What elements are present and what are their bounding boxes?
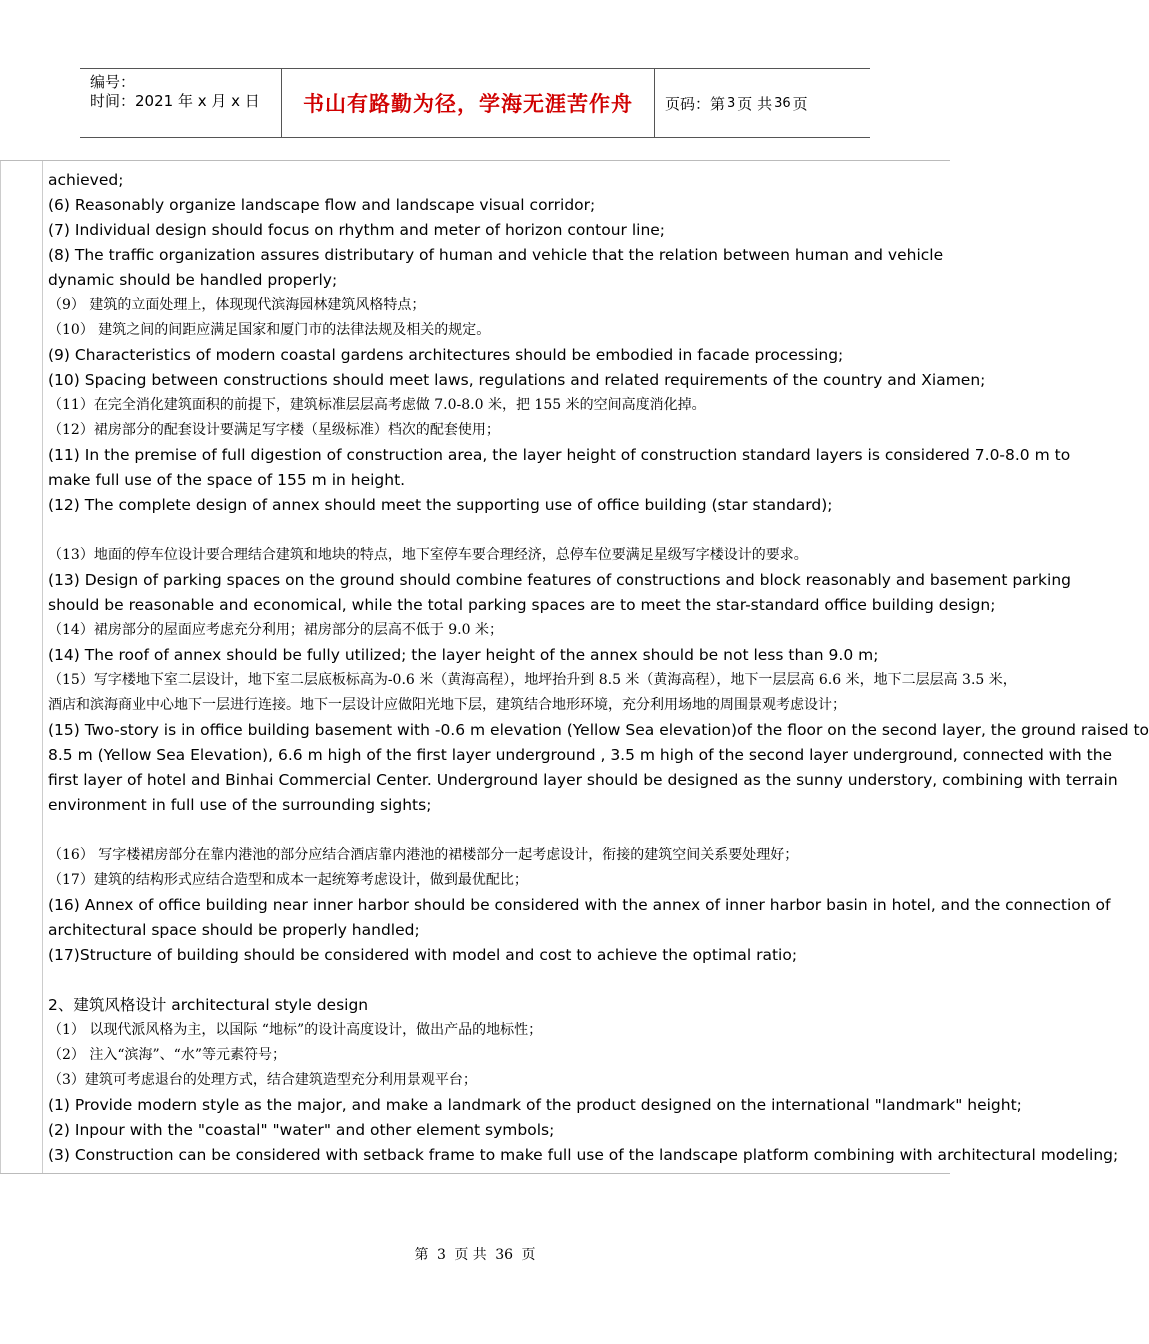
header-meta bbox=[80, 69, 281, 137]
text-line: (14) The roof of annex should be fully utilized; the layer height of the annex should be not less than 9.0 m; bbox=[48, 646, 879, 664]
document-date-label: 时间：2021 年 x 月 x 日 bbox=[90, 92, 260, 110]
footer-page-total: 36 bbox=[495, 1247, 514, 1263]
text-line: （10） 建筑之间的间距应满足国家和厦门市的法律法规及相关的规定。 bbox=[48, 322, 491, 338]
text-line: (3) Construction can be considered with setback frame to make full use of the landscape platform combining with architectural modeling; bbox=[48, 1146, 1119, 1164]
text-line: first layer of hotel and Binhai Commercial Center. Underground layer should be designed as the sunny understory, combining with terrain bbox=[48, 771, 1118, 789]
header-motto: 书山有路勤为径，学海无涯苦作舟 bbox=[281, 69, 655, 137]
text-line: （11）在完全消化建筑面积的前提下，建筑标准层层高考虑做 7.0-8.0 米，把 155 米的空间高度消化掉。 bbox=[48, 397, 706, 413]
footer-suffix: 页 bbox=[521, 1247, 536, 1263]
blank-line bbox=[48, 968, 950, 993]
text-line: (2) Inpour with the "coastal" "water" and other element symbols; bbox=[48, 1121, 555, 1139]
header-page-info bbox=[655, 69, 870, 137]
page-footer bbox=[0, 1244, 950, 1264]
text-line: (16) Annex of office building near inner harbor should be considered with the annex of inner harbor basin in hotel, and the connection of bbox=[48, 896, 1111, 914]
text-line: make full use of the space of 155 m in height. bbox=[48, 471, 406, 489]
text-line: （12）裙房部分的配套设计要满足写字楼（星级标准）档次的配套使用； bbox=[48, 422, 500, 438]
text-line: (1) Provide modern style as the major, and make a landmark of the product designed on the international "landmark" height; bbox=[48, 1096, 1022, 1114]
text-line: (17)Structure of building should be considered with model and cost to achieve the optimal ratio; bbox=[48, 946, 798, 964]
footer-prefix: 第 bbox=[414, 1247, 429, 1263]
page-header bbox=[80, 68, 870, 138]
text-line: (12) The complete design of annex should meet the supporting use of office building (star standard); bbox=[48, 496, 833, 514]
text-line: （3）建筑可考虑退台的处理方式，结合建筑造型充分利用景观平台； bbox=[48, 1072, 477, 1088]
blank-line bbox=[48, 818, 950, 843]
text-line: dynamic should be handled properly; bbox=[48, 271, 338, 289]
footer-page-current: 3 bbox=[436, 1247, 446, 1263]
text-line: (13) Design of parking spaces on the ground should combine features of constructions and block reasonably and basement parking bbox=[48, 571, 1071, 589]
text-line: (15) Two-story is in office building basement with -0.6 m elevation (Yellow Sea elevation)of the floor on the second layer, the ground raised to bbox=[48, 721, 1149, 739]
text-line: (11) In the premise of full digestion of construction area, the layer height of construction standard layers is considered 7.0-8.0 m to bbox=[48, 446, 1071, 464]
page-mid-label: 页 共 bbox=[737, 94, 773, 113]
text-line: should be reasonable and economical, while the total parking spaces are to meet the star-standard office building design; bbox=[48, 596, 996, 614]
page-total-number: 36 bbox=[774, 95, 791, 111]
footer-mid: 页 共 bbox=[454, 1247, 487, 1263]
page-label: 页码：第 bbox=[665, 94, 726, 113]
text-line: （1） 以现代派风格为主，以国际 “地标”的设计高度设计，做出产品的地标性； bbox=[48, 1022, 543, 1038]
text-line: 2、建筑风格设计 architectural style design bbox=[48, 996, 369, 1014]
text-line: (10) Spacing between constructions should meet laws, regulations and related requirements of the country and Xiamen; bbox=[48, 371, 986, 389]
text-line: (8) The traffic organization assures distributary of human and vehicle that the relation between human and vehicle bbox=[48, 246, 944, 264]
page-suffix-label: 页 bbox=[792, 94, 808, 113]
frame-inner-rule bbox=[42, 161, 43, 1173]
text-line: （9） 建筑的立面处理上，体现现代滨海园林建筑风格特点； bbox=[48, 297, 426, 313]
document-body bbox=[48, 168, 1149, 1168]
text-line: environment in full use of the surrounding sights; bbox=[48, 796, 432, 814]
document-number-label: 编号： bbox=[90, 73, 136, 91]
text-line: (7) Individual design should focus on rhythm and meter of horizon contour line; bbox=[48, 221, 666, 239]
text-line: （2） 注入“滨海”、“水”等元素符号； bbox=[48, 1047, 286, 1063]
text-line: （15）写字楼地下室二层设计，地下室二层底板标高为-0.6 米（黄海高程），地坪抬升到 8.5 米（黄海高程），地下一层层高 6.6 米，地下二层层高 3.5 米， bbox=[48, 672, 1017, 688]
text-line: architectural space should be properly handled; bbox=[48, 921, 420, 939]
text-line: 酒店和滨海商业中心地下一层进行连接。地下一层设计应做阳光地下层，建筑结合地形环境，充分利用场地的周围景观考虑设计； bbox=[48, 697, 846, 713]
text-line: （17）建筑的结构形式应结合造型和成本一起统筹考虑设计，做到最优配比； bbox=[48, 872, 528, 888]
text-line: （14）裙房部分的屋面应考虑充分利用；裙房部分的层高不低于 9.0 米； bbox=[48, 622, 503, 638]
blank-line bbox=[48, 518, 950, 543]
text-line: achieved; bbox=[48, 171, 124, 189]
text-line: (9) Characteristics of modern coastal gardens architectures should be embodied in facade processing; bbox=[48, 346, 844, 364]
text-line: （13）地面的停车位设计要合理结合建筑和地块的特点，地下室停车要合理经济，总停车位要满足星级写字楼设计的要求。 bbox=[48, 547, 808, 563]
frame-left-rule bbox=[0, 161, 1, 1173]
page-current-number: 3 bbox=[727, 95, 736, 111]
text-line: (6) Reasonably organize landscape flow and landscape visual corridor; bbox=[48, 196, 596, 214]
text-line: 8.5 m (Yellow Sea Elevation), 6.6 m high of the first layer underground , 3.5 m high of the second layer underground, connected with the bbox=[48, 746, 1113, 764]
text-line: （16） 写字楼裙房部分在靠内港池的部分应结合酒店靠内港池的裙楼部分一起考虑设计，衔接的建筑空间关系要处理好； bbox=[48, 847, 799, 863]
